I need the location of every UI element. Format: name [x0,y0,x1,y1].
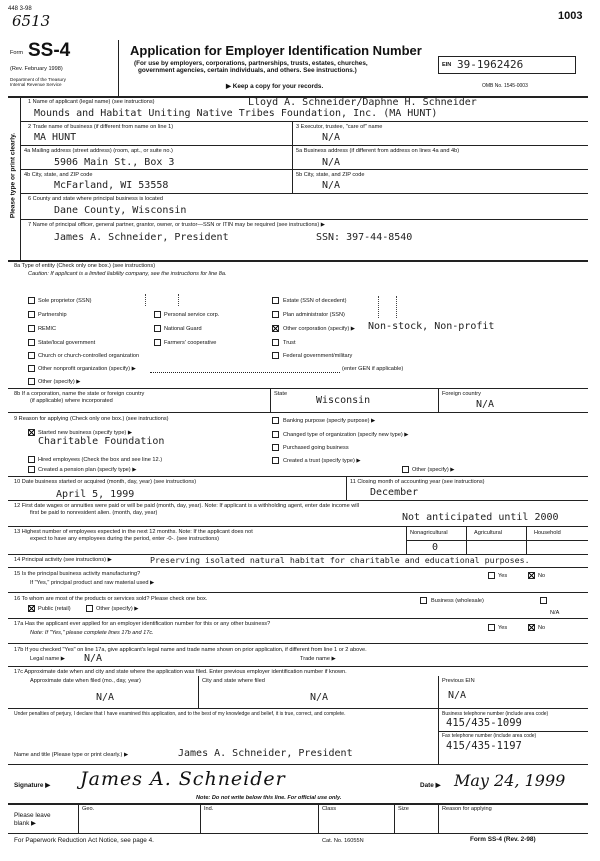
business-phone-label: Business telephone number (include area code) [442,711,549,717]
line-13-label-2: expect to have any employees during the period, enter -0-. (see instructions) [30,536,220,542]
footer-form-id: Form SS-4 (Rev. 2-98) [470,836,536,843]
line-4b-value[interactable]: McFarland, WI 53558 [54,180,169,191]
national-guard-checkbox[interactable] [154,325,161,332]
federal-label: Federal government/military [283,353,353,359]
line-1-label: 1 Name of applicant (legal name) (see instructions) [28,99,155,105]
fax-phone-value[interactable]: 415/435-1197 [446,740,522,752]
wholesale-checkbox[interactable] [420,597,427,604]
name-title-value[interactable]: James A. Schneider, President [178,748,353,759]
line-16-label: 16 To whom are most of the products or services sold? Please check one box. [14,596,208,602]
farmers-coop-label: Farmers' cooperative [164,340,217,346]
applied-no-label: No [538,625,546,631]
created-trust-label: Created a trust (specify type) ▶ [283,458,361,464]
church-checkbox[interactable] [28,352,35,359]
agricultural-header: Agricultural [474,530,502,536]
line-8b-label-2: (if applicable) where incorporated [30,398,113,404]
line-8b-label: 8b If a corporation, name the state or foreign country [14,391,145,397]
line-4a-value[interactable]: 5906 Main St., Box 3 [54,157,175,168]
national-guard-label: National Guard [164,326,202,332]
farmers-coop-checkbox[interactable] [154,339,161,346]
business-phone-value[interactable]: 415/435-1099 [446,717,522,729]
form-subtitle-1: (For use by employers, corporations, partnerships, trusts, estates, churches, [134,60,368,67]
line-3-value[interactable]: N/A [322,132,341,143]
agency: Internal Revenue Service [10,82,62,87]
other-corporation-checkbox[interactable] [272,325,279,332]
changed-type-label: Changed type of organization (specify new type) ▶ [283,432,409,438]
line-12-label: 12 First date wages or annuities were paid or will be paid (month, day, year). Note: If applicant is a withholding agent, enter date income will [14,503,360,509]
date-value: May 24, 1999 [454,771,566,790]
applied-yes-checkbox[interactable] [488,624,495,631]
pension-plan-checkbox[interactable] [28,466,35,473]
official-use-note: Note: Do not write below this line. For official use only. [196,795,342,801]
other-nonprofit-label: Other nonprofit organization (specify) ▶ [38,366,136,372]
class-label: Class [322,806,336,812]
nonagricultural-value[interactable]: 0 [432,542,439,553]
started-business-value[interactable]: Charitable Foundation [38,436,165,447]
partnership-label: Partnership [38,312,67,318]
banking-purpose-checkbox[interactable] [272,417,279,424]
form-title: Application for Employer Identification Number [130,43,422,58]
sole-proprietor-label: Sole proprietor (SSN) [38,298,92,304]
perjury-statement: Under penalties of perjury, I declare that I have examined this application, and to the best of my knowledge and belief, it is true, correct, and complete. [14,711,346,717]
keep-copy-text: Keep a copy for your records. [232,83,324,90]
public-retail-checkbox[interactable] [28,605,35,612]
line-12-value[interactable]: Not anticipated until 2000 [402,512,559,523]
church-label: Church or church-controlled organization [38,353,140,359]
manufacturing-yes-label: Yes [498,573,508,579]
line-1-value[interactable]: Lloyd A. Schneider/Daphne H. Schneider [248,97,477,108]
trust-label: Trust [283,340,296,346]
other-corporation-label: Other corporation (specify) ▶ [283,326,356,332]
federal-checkbox[interactable] [272,352,279,359]
na-label: N/A [550,610,560,616]
state-local-checkbox[interactable] [28,339,35,346]
manufacturing-no-label: No [538,573,546,579]
legal-name-label: Legal name ▶ [30,656,66,662]
line-6-value[interactable]: Dane County, Wisconsin [54,205,187,216]
form-revision: (Rev. February 1998) [10,66,63,72]
line-17c-city-value[interactable]: N/A [310,692,329,703]
line-6-label: 6 County and state where principal business is located [28,196,163,202]
form-number: SS-4 [28,40,71,61]
public-retail-label: Public (retail) [38,606,71,612]
line-10-label: 10 Date business started or acquired (month, day, year) (see instructions) [14,479,197,485]
keep-copy-note: ▶ Keep a copy for your records. [226,83,324,90]
household-header: Household [534,530,561,536]
started-business-label: Started new business (specify type) ▶ [38,430,133,436]
legal-name-value[interactable]: N/A [84,653,103,664]
trade-name-label: Trade name ▶ [300,656,336,662]
line-2-label: 2 Trade name of business (if different from name on line 1) [28,124,174,130]
line-8b-state-value[interactable]: Wisconsin [316,395,371,406]
line-8b-foreign-label: Foreign country [442,391,481,397]
geo-label: Geo. [82,806,95,812]
ein-label: EIN [442,62,452,68]
blank-label: blank ▶ [14,820,36,827]
line-7-value[interactable]: James A. Schneider, President [54,232,229,243]
line-5a-label: 5a Business address (if different from address on lines 4a and 4b) [296,148,460,154]
line-17c-city-label: City and state where filed [202,678,265,684]
plan-admin-checkbox[interactable] [272,311,279,318]
line-17c-ein-label: Previous EIN [442,678,475,684]
handwritten-id: 6513 [12,12,51,30]
na-checkbox[interactable] [540,597,547,604]
line-17c-label: 17c Approximate date when and city and state where the application was filed. Enter previous employer identification number if known. [14,669,347,675]
line-8a-label: 8a Type of entity (Check only one box.) (see instructions) [14,263,156,269]
line-8b-foreign-value[interactable]: N/A [476,399,495,410]
line-11-value[interactable]: December [370,487,419,498]
other-reason-checkbox[interactable] [402,466,409,473]
line-3-label: 3 Executor, trustee, "care of" name [296,124,383,130]
other-sold-checkbox[interactable] [86,605,93,612]
line-14-label: 14 Principal activity (see instructions) ▶ [14,557,112,563]
personal-service-checkbox[interactable] [154,311,161,318]
other-entity-label: Other (specify) ▶ [38,379,81,385]
line-17c-ein-value[interactable]: N/A [448,690,467,701]
line-17b-label: 17b If you checked "Yes" on line 17a, give applicant's legal name and trade name shown on prior application, if different from line 1 or 2 above. [14,647,367,653]
line-17c-date-value[interactable]: N/A [96,692,115,703]
changed-type-checkbox[interactable] [272,431,279,438]
line-4a-label: 4a Mailing address (street address) (room, apt., or suite no.) [24,148,173,154]
reason-applying-label: Reason for applying [442,806,492,812]
form-code: 448 3-98 [8,6,32,12]
sole-proprietor-checkbox[interactable] [28,297,35,304]
manufacturing-no-checkbox[interactable] [528,572,535,579]
line-5b-label: 5b City, state, and ZIP code [296,172,365,178]
personal-service-label: Personal service corp. [164,312,220,318]
line-11-label: 11 Closing month of accounting year (see instructions) [350,479,485,485]
signature-value: James A. Schneider [80,768,286,790]
applied-no-checkbox[interactable] [528,624,535,631]
form-subtitle-2: government agencies, certain individuals, and others. See instructions.) [138,67,357,74]
form-label: Form [10,50,24,56]
estate-checkbox[interactable] [272,297,279,304]
line-9-label: 9 Reason for applying (Check only one box.) (see instructions) [14,416,169,422]
side-label: Please type or print clearly. [9,132,17,219]
side-label-box [6,100,18,258]
line-5a-value[interactable]: N/A [322,157,341,168]
partnership-checkbox[interactable] [28,311,35,318]
other-reason-label: Other (specify) ▶ [412,467,455,473]
fax-phone-label: Fax telephone number (include area code) [442,733,537,739]
line-15-label: 15 Is the principal business activity manufacturing? [14,571,141,577]
created-trust-checkbox[interactable] [272,457,279,464]
date-label: Date ▶ [420,782,441,789]
size-label: Size [398,806,409,812]
state-local-label: State/local government [38,340,96,346]
line-17c-date-label: Approximate date when filed (mo., day, year) [30,678,141,684]
ind-label: Ind. [204,806,214,812]
hired-employees-label: Hired employees (Check the box and see line 12.) [38,457,163,463]
signature-label: Signature ▶ [14,782,51,789]
remic-label: REMIC [38,326,57,332]
nonagricultural-header: Nonagricultural [410,530,448,536]
ein-value: 39-1962426 [457,58,524,71]
line-8a-caution: Caution: If applicant is a limited liability company, see the instructions for line 8a. [28,271,227,277]
line-7-label: 7 Name of principal officer, general partner, grantor, owner, or trustor—SSN or ITIN may be required (see instructions) ▶ [28,222,326,228]
applied-yes-label: Yes [498,625,508,631]
line-1-value-2[interactable]: Mounds and Habitat Uniting Native Tribes Foundation, Inc. (MA HUNT) [34,108,438,119]
department: Department of the Treasury [10,77,66,82]
banking-purpose-label: Banking purpose (specify purpose) ▶ [283,418,376,424]
other-nonprofit-checkbox[interactable] [28,365,35,372]
pension-plan-label: Created a pension plan (specify type) ▶ [38,467,137,473]
line-12-label-2: first be paid to nonresident alien. (month, day, year) [30,510,158,516]
line-2-value[interactable]: MA HUNT [34,132,77,143]
purchased-business-checkbox[interactable] [272,444,279,451]
manufacturing-yes-checkbox[interactable] [488,572,495,579]
trust-checkbox[interactable] [272,339,279,346]
plan-admin-label: Plan administrator (SSN) [283,312,345,318]
line-17a-label: 17a Has the applicant ever applied for an employer identification number for this or any other business? [14,621,271,627]
line-5b-value[interactable]: N/A [322,180,341,191]
hired-employees-checkbox[interactable] [28,456,35,463]
page-number: 1003 [558,10,583,22]
line-17a-note: Note: If "Yes," please complete lines 17b and 17c. [30,630,154,636]
paperwork-notice: For Paperwork Reduction Act Notice, see page 4. [14,837,154,844]
gen-note: (enter GEN if applicable) [342,366,404,372]
omb-number: OMB No. 1545-0003 [482,83,528,89]
ein-box [438,56,576,74]
line-13-label: 13 Highest number of employees expected in the next 12 months. Note: If the applicant does not [14,529,253,535]
line-10-value[interactable]: April 5, 1999 [56,489,135,500]
other-entity-checkbox[interactable] [28,378,35,385]
please-leave-label: Please leave [14,812,51,819]
remic-checkbox[interactable] [28,325,35,332]
other-sold-label: Other (specify) ▶ [96,606,139,612]
other-corporation-value[interactable]: Non-stock, Non-profit [368,321,495,332]
estate-label: Estate (SSN of decedent) [283,298,347,304]
wholesale-label: Business (wholesale) [431,598,484,604]
line-7-ssn[interactable]: SSN: 397-44-8540 [316,232,413,243]
started-business-checkbox[interactable] [28,429,35,436]
purchased-business-label: Purchased going business [283,445,349,451]
line-14-value[interactable]: Preserving isolated natural habitat for charitable and educational purposes. [150,555,530,565]
catalog-number: Cat. No. 16055N [322,838,364,844]
line-8b-state-label: State [274,391,288,397]
line-4b-label: 4b City, state, and ZIP code [24,172,93,178]
line-15-sub: If "Yes," principal product and raw material used ▶ [30,580,155,586]
name-title-label: Name and title (Please type or print clearly.) ▶ [14,752,129,758]
